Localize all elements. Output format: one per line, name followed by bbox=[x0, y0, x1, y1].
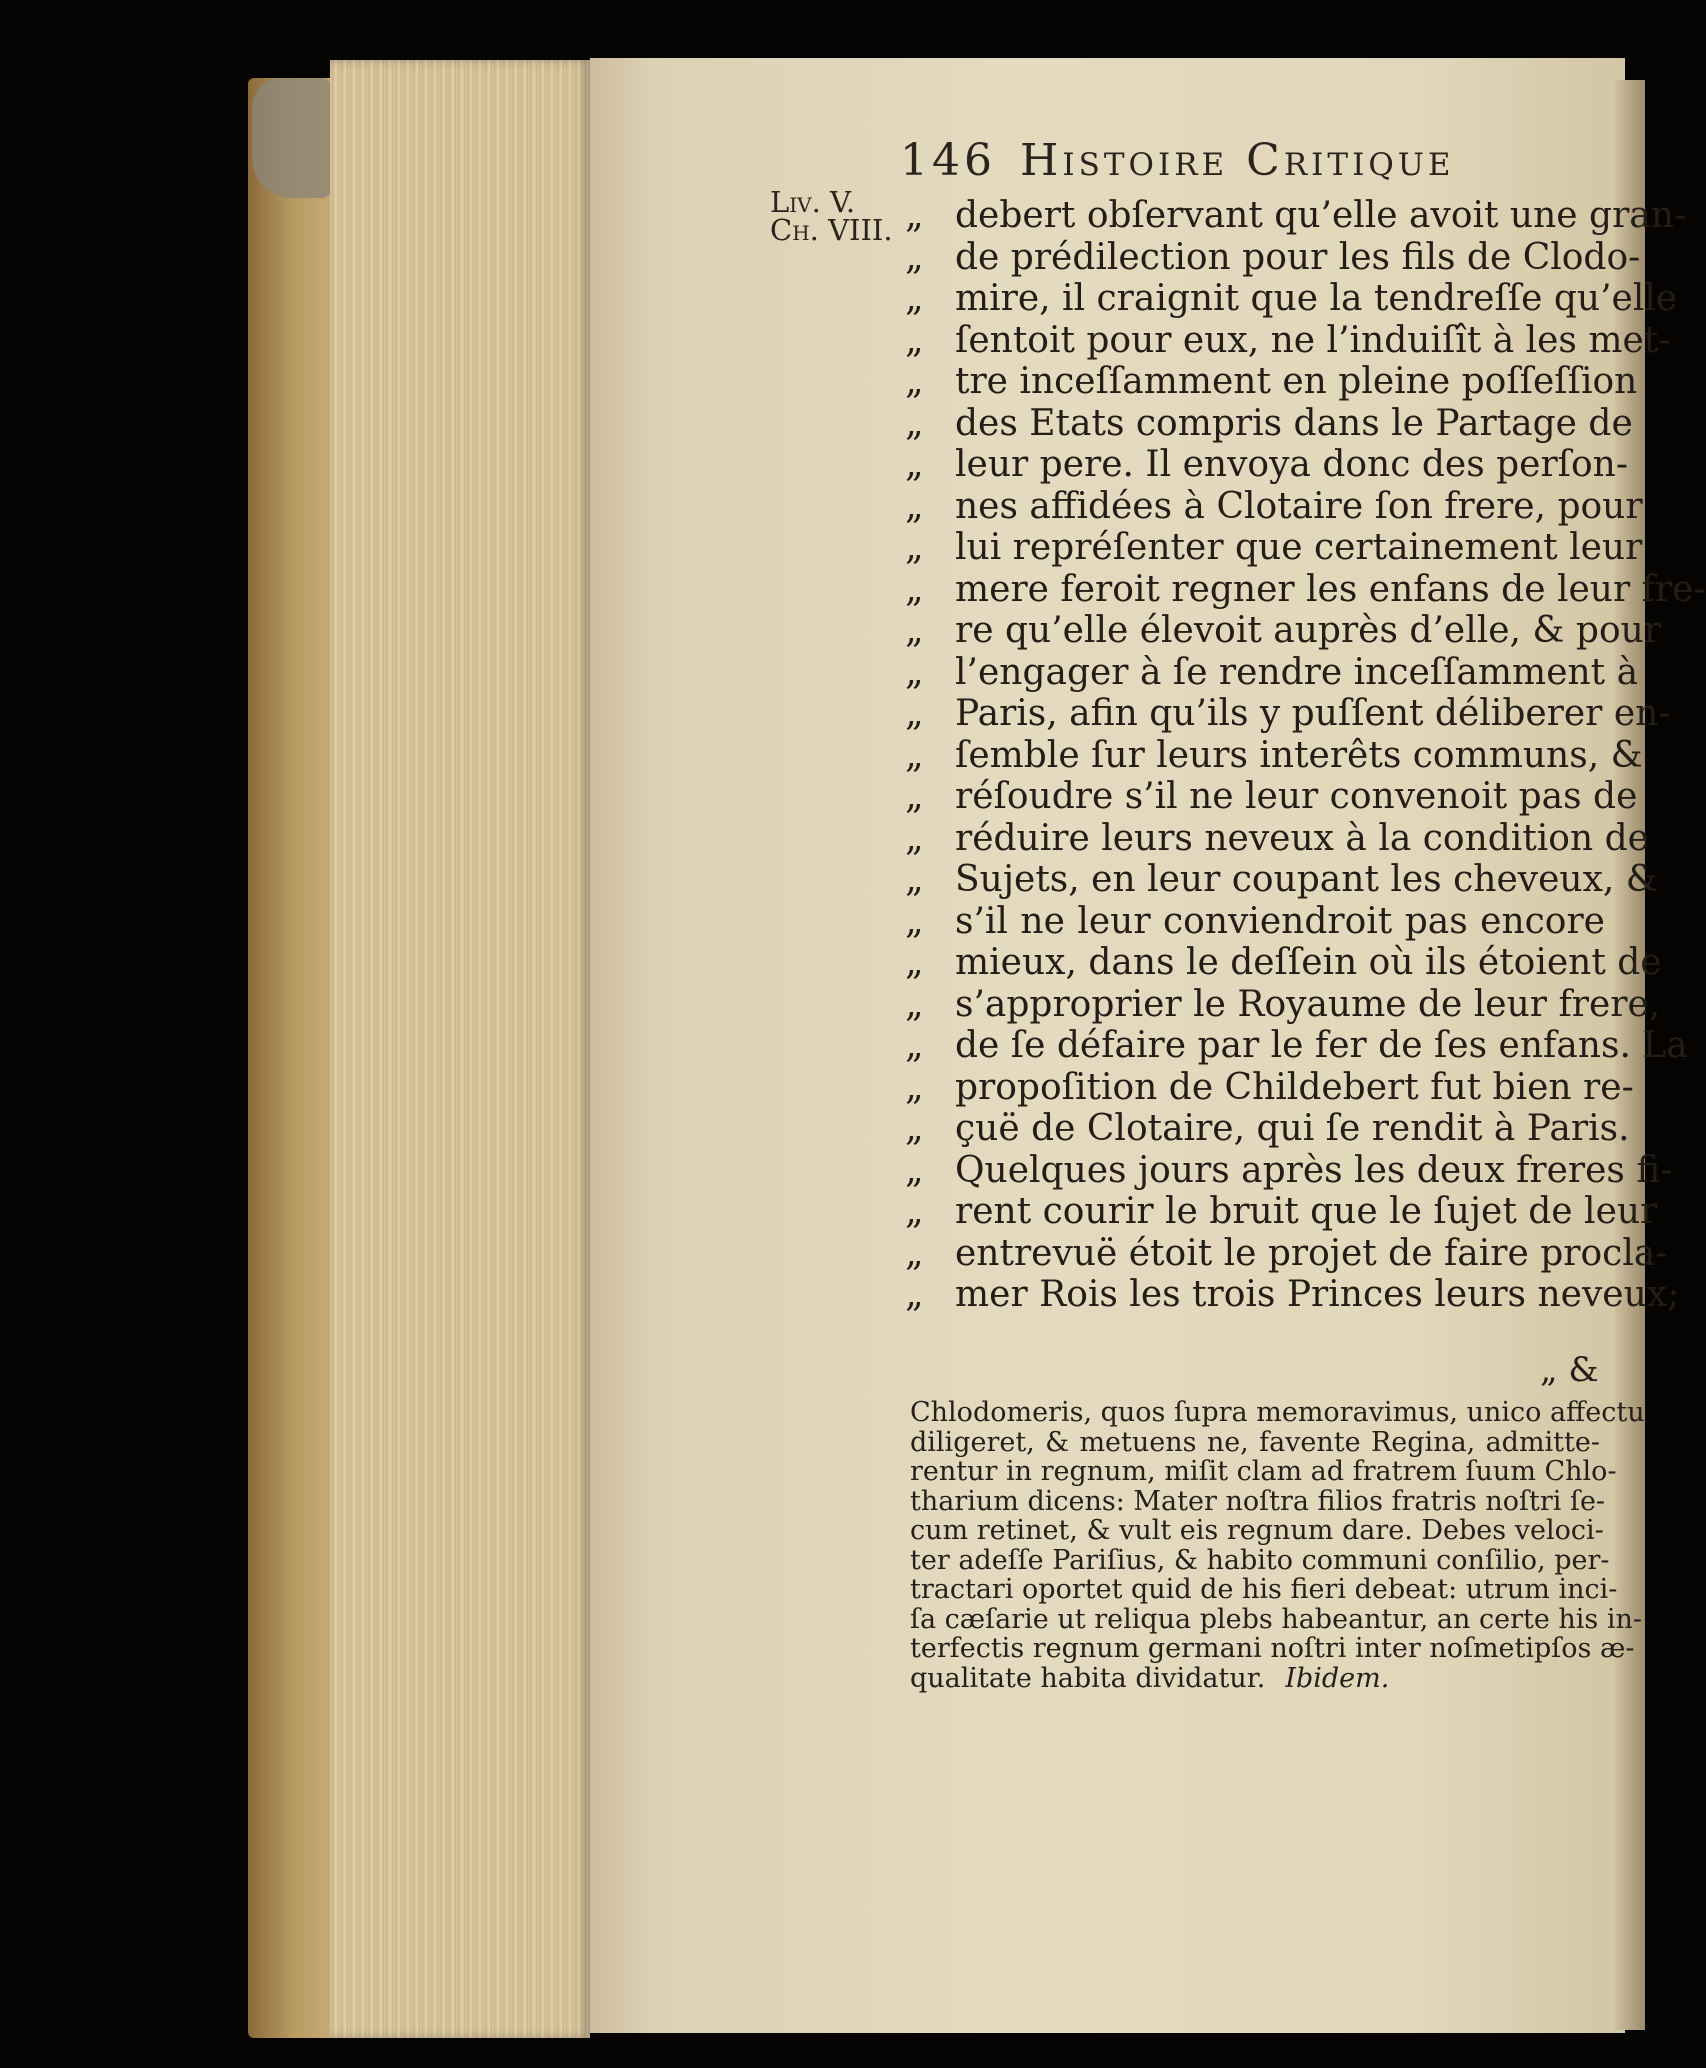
text-line-content: réduire leurs neveux à la condition de bbox=[955, 817, 1649, 859]
quote-mark: „ bbox=[905, 651, 924, 693]
footnote-block bbox=[910, 1397, 1645, 1694]
text-line-content: ſemble ſur leurs interêts communs, & bbox=[955, 734, 1643, 776]
text-line bbox=[905, 402, 1633, 445]
margin-note-book: Liv. V. bbox=[770, 185, 856, 219]
text-line-content: Sujets, en leur coupant les cheveux, & bbox=[955, 859, 1658, 900]
quote-mark: „ bbox=[905, 1274, 924, 1315]
quote-mark: „ bbox=[905, 1025, 924, 1066]
text-line-content: de ſe défaire par le fer de ſes enfans. La bbox=[955, 1025, 1688, 1066]
text-line-content: Paris, afin qu’ils y puſſent déliberer en- bbox=[955, 693, 1671, 734]
text-line-content: des Etats compris dans le Partage de bbox=[955, 402, 1633, 444]
text-line-content: mer Rois les trois Princes leurs neveux; bbox=[955, 1274, 1680, 1315]
text-line bbox=[905, 983, 1661, 1026]
footnote-line bbox=[910, 1544, 1610, 1576]
text-line-content: rent courir le bruit que le ſujet de leur bbox=[955, 1191, 1658, 1232]
quote-mark: „ bbox=[905, 610, 924, 651]
quote-mark: „ bbox=[905, 195, 924, 236]
text-line bbox=[905, 1108, 1630, 1150]
text-line bbox=[905, 1274, 1680, 1316]
text-line-content: lui repréſenter que certainement leur bbox=[955, 527, 1643, 568]
text-line bbox=[905, 527, 1643, 569]
footnote-line-text: qualitate habita dividatur. bbox=[910, 1662, 1266, 1694]
text-line bbox=[905, 1066, 1634, 1109]
text-line bbox=[905, 361, 1638, 403]
footnote-line-text: terfectis regnum germani noſtri inter noſmetipſos æ- bbox=[910, 1633, 1635, 1664]
text-line-content: çuë de Clotaire, qui ſe rendit à Paris. bbox=[955, 1108, 1630, 1149]
footnote-line-text: ter adeſſe Pariſius, & habito communi conſilio, per- bbox=[910, 1544, 1610, 1576]
quote-mark: „ bbox=[905, 859, 924, 900]
footnote-line-text: rentur in regnum, miſit clam ad fratrem ſuum Chlo- bbox=[910, 1456, 1617, 1487]
quote-mark: „ bbox=[905, 568, 924, 610]
quote-mark: „ bbox=[905, 734, 924, 776]
text-line-content: mire, il craignit que la tendreſſe qu’elle bbox=[955, 278, 1678, 319]
text-line-content: re qu’elle élevoit auprès d’elle, & pour bbox=[955, 610, 1662, 651]
text-line bbox=[905, 1149, 1673, 1192]
quote-mark: „ bbox=[905, 527, 924, 568]
text-line bbox=[905, 278, 1678, 320]
quote-mark: „ bbox=[905, 693, 924, 734]
footnote-line-text: ſa cæſarie ut reliqua plebs habeantur, an certe his in- bbox=[910, 1603, 1642, 1635]
text-line-content: s’il ne leur conviendroit pas encore bbox=[955, 900, 1605, 942]
footnote-line bbox=[910, 1515, 1604, 1546]
quote-mark: „ bbox=[905, 319, 924, 361]
worn-cover-corner bbox=[252, 78, 332, 198]
text-line bbox=[905, 319, 1671, 362]
page-block-edges bbox=[330, 60, 590, 2038]
text-line-content: propoſition de Childebert fut bien re- bbox=[955, 1066, 1634, 1108]
footnote-line bbox=[910, 1574, 1618, 1605]
page-number: 146 bbox=[900, 135, 996, 186]
text-line-content: de prédilection pour les fils de Clodo- bbox=[955, 236, 1641, 278]
text-line bbox=[905, 817, 1649, 860]
footnote-line-text: Chlodomeris, quos ſupra memoravimus, unico affectu bbox=[910, 1397, 1645, 1428]
text-line bbox=[905, 651, 1639, 694]
text-line-content: tre inceſſamment en pleine poſſeſſion bbox=[955, 361, 1638, 402]
text-line bbox=[905, 734, 1643, 777]
footnote-line bbox=[910, 1664, 1600, 1694]
text-line bbox=[905, 444, 1629, 486]
text-line-content: l’engager à ſe rendre inceſſamment à bbox=[955, 651, 1639, 693]
catchword: „ & bbox=[1540, 1350, 1599, 1390]
footnote-line-text: tractari oportet quid de his fieri debeat: utrum inci- bbox=[910, 1574, 1618, 1605]
text-line bbox=[905, 485, 1643, 528]
running-head-title: Histoire Critique bbox=[1020, 135, 1455, 186]
quote-mark: „ bbox=[905, 1066, 924, 1108]
text-line-content: entrevuë étoit le projet de faire procla- bbox=[955, 1232, 1668, 1274]
quote-mark: „ bbox=[905, 1191, 924, 1232]
text-line-content: nes affidées à Clotaire ſon frere, pour bbox=[955, 485, 1643, 527]
text-line bbox=[905, 901, 1605, 943]
text-line bbox=[905, 776, 1638, 818]
text-line-content: mere feroit regner les enfans de leur fre- bbox=[955, 568, 1706, 610]
quote-mark: „ bbox=[905, 236, 924, 278]
text-line bbox=[905, 610, 1662, 652]
running-head bbox=[900, 135, 1600, 195]
footnote-line bbox=[910, 1485, 1606, 1517]
text-line bbox=[905, 1025, 1688, 1067]
footnote-ibidem: Ibidem. bbox=[1285, 1662, 1390, 1694]
quote-mark: „ bbox=[905, 1108, 924, 1149]
footnote-line bbox=[910, 1456, 1617, 1487]
text-line bbox=[905, 568, 1706, 611]
margin-note-chapter: Ch. VIII. bbox=[770, 213, 893, 247]
footnote-line bbox=[910, 1428, 1600, 1458]
footnote-line bbox=[910, 1603, 1642, 1635]
text-line-content: réſoudre s’il ne leur convenoit pas de bbox=[955, 776, 1638, 817]
quote-mark: „ bbox=[905, 1232, 924, 1274]
quote-mark: „ bbox=[905, 942, 924, 983]
footnote-line-text: diligeret, & metuens ne, favente Regina, admitte- bbox=[910, 1426, 1600, 1458]
quote-mark: „ bbox=[905, 900, 924, 942]
quote-mark: „ bbox=[905, 817, 924, 859]
footnote-line bbox=[910, 1397, 1645, 1428]
quote-mark: „ bbox=[905, 361, 924, 402]
quote-mark: „ bbox=[905, 278, 924, 319]
text-line-content: ſentoit pour eux, ne l’induiſît à les met- bbox=[955, 319, 1671, 361]
quote-mark: „ bbox=[905, 1149, 924, 1191]
text-line bbox=[905, 1232, 1668, 1275]
text-line bbox=[905, 693, 1671, 735]
footnote-line bbox=[910, 1633, 1635, 1664]
text-line-content: s’approprier le Royaume de leur frere, bbox=[955, 983, 1661, 1025]
text-line-content: mieux, dans le deſſein où ils étoient de bbox=[955, 942, 1662, 983]
text-line-content: leur pere. Il envoya donc des perſon- bbox=[955, 444, 1629, 485]
text-line bbox=[905, 1191, 1658, 1233]
text-line bbox=[905, 236, 1641, 279]
text-line-content: Quelques jours après les deux freres fi- bbox=[955, 1149, 1673, 1191]
footnote-line-text: tharium dicens: Mater noſtra filios fratris noſtri ſe- bbox=[910, 1485, 1606, 1517]
text-line bbox=[905, 859, 1658, 901]
text-line-content: debert obſervant qu’elle avoit une gran- bbox=[955, 195, 1687, 236]
quote-mark: „ bbox=[905, 444, 924, 485]
main-text-block bbox=[905, 195, 1706, 1316]
quote-mark: „ bbox=[905, 402, 924, 444]
text-line bbox=[905, 942, 1662, 984]
footnote-line-text: cum retinet, & vult eis regnum dare. Debes veloci- bbox=[910, 1515, 1604, 1546]
text-line bbox=[905, 195, 1687, 237]
quote-mark: „ bbox=[905, 485, 924, 527]
quote-mark: „ bbox=[905, 983, 924, 1025]
quote-mark: „ bbox=[905, 776, 924, 817]
